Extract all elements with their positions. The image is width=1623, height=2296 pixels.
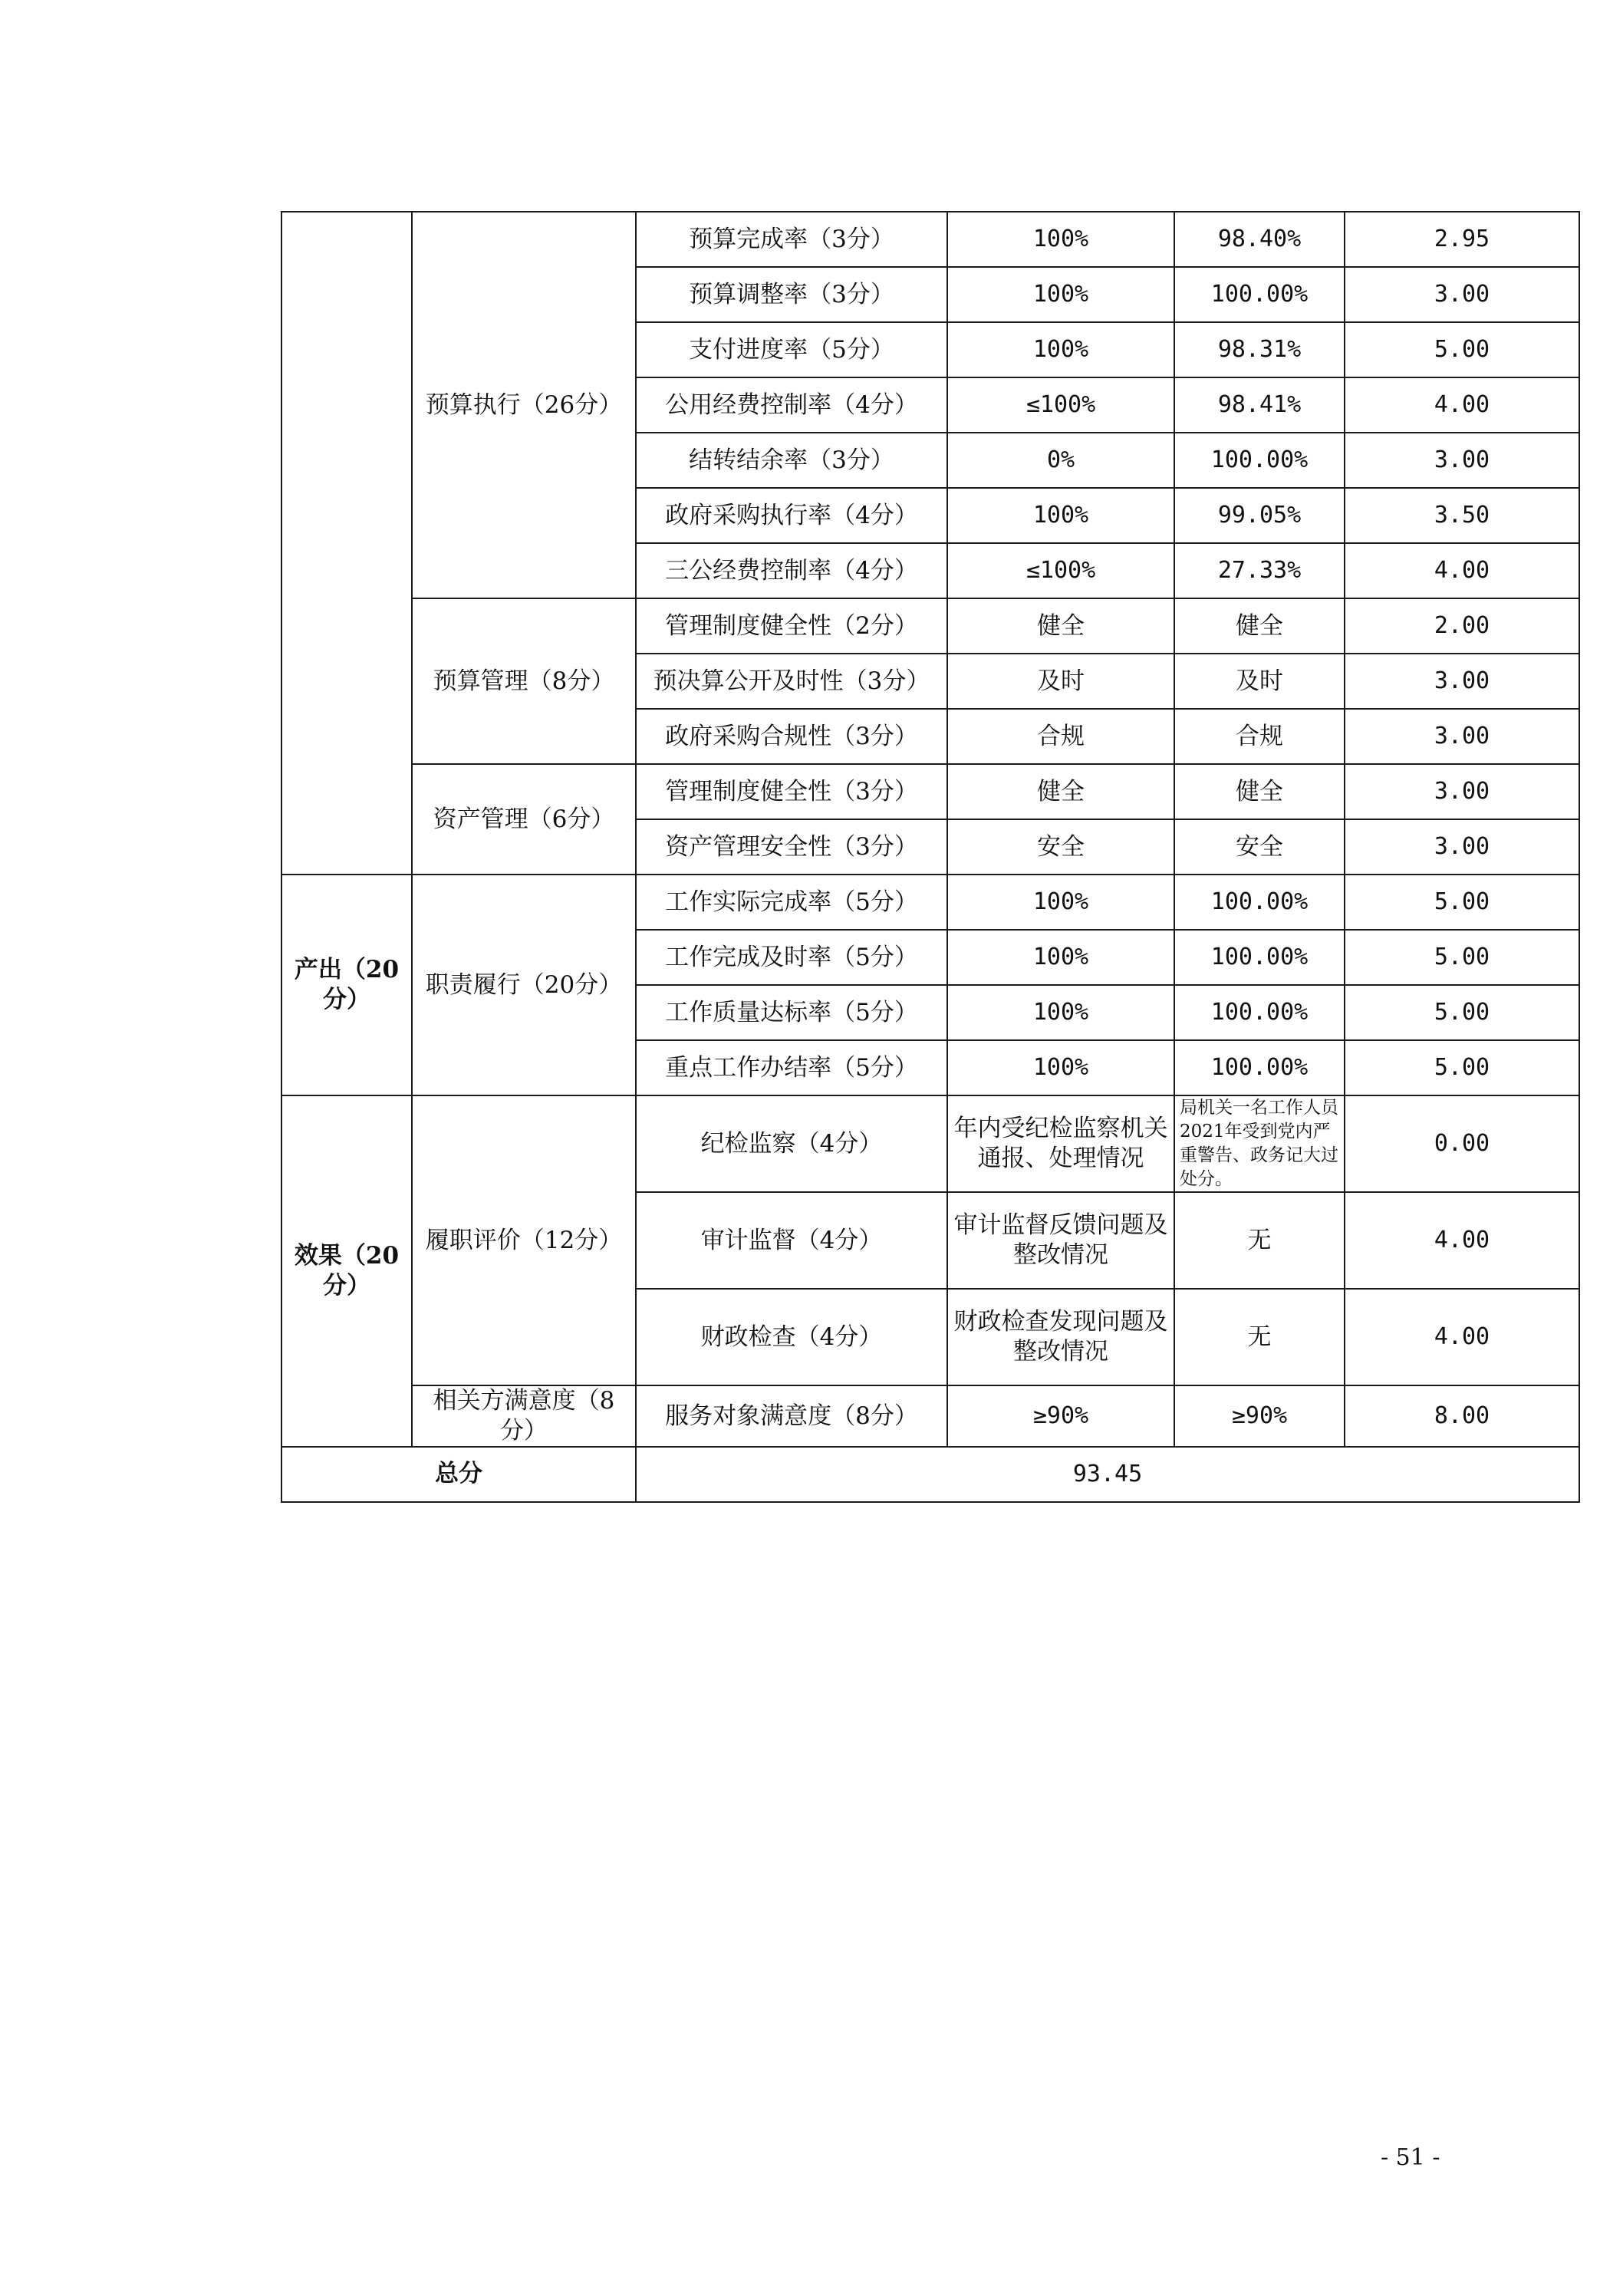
target-cell: 合规 [947, 709, 1174, 764]
score-cell: 5.00 [1345, 985, 1579, 1040]
score-cell: 5.00 [1345, 875, 1579, 930]
score-cell: 8.00 [1345, 1385, 1579, 1447]
indicator-cell: 工作实际完成率（5分） [636, 875, 947, 930]
indicator-cell: 预决算公开及时性（3分） [636, 654, 947, 709]
score-cell: 3.00 [1345, 654, 1579, 709]
actual-cell: 98.40% [1174, 212, 1345, 267]
actual-cell: 及时 [1174, 654, 1345, 709]
target-cell: ≥90% [947, 1385, 1174, 1447]
total-label: 总分 [281, 1447, 636, 1502]
target-cell: 100% [947, 212, 1174, 267]
indicator-cell: 工作完成及时率（5分） [636, 930, 947, 985]
target-cell: 100% [947, 875, 1174, 930]
target-cell: ≤100% [947, 543, 1174, 598]
score-cell: 5.00 [1345, 930, 1579, 985]
indicator-cell: 资产管理安全性（3分） [636, 819, 947, 875]
page-number: - 51 - [1381, 2144, 1440, 2171]
indicator-cell: 管理制度健全性（2分） [636, 598, 947, 654]
score-cell: 4.00 [1345, 1192, 1579, 1289]
level2-cell: 资产管理（6分） [412, 764, 636, 875]
actual-cell: 健全 [1174, 598, 1345, 654]
indicator-cell: 管理制度健全性（3分） [636, 764, 947, 819]
actual-cell: 100.00% [1174, 985, 1345, 1040]
actual-cell: ≥90% [1174, 1385, 1345, 1447]
indicator-cell: 支付进度率（5分） [636, 322, 947, 377]
target-cell: 健全 [947, 598, 1174, 654]
level2-cell: 预算执行（26分） [412, 212, 636, 598]
indicator-cell: 结转结余率（3分） [636, 433, 947, 488]
actual-cell: 合规 [1174, 709, 1345, 764]
target-cell: 及时 [947, 654, 1174, 709]
table-row [281, 764, 1579, 819]
score-cell: 3.00 [1345, 267, 1579, 322]
total-value: 93.45 [636, 1447, 1579, 1502]
score-cell: 3.50 [1345, 488, 1579, 543]
actual-cell: 无 [1174, 1192, 1345, 1289]
actual-cell: 99.05% [1174, 488, 1345, 543]
indicator-cell: 服务对象满意度（8分） [636, 1385, 947, 1447]
level2-cell: 履职评价（12分） [412, 1095, 636, 1385]
score-cell: 4.00 [1345, 1289, 1579, 1385]
target-cell: 审计监督反馈问题及整改情况 [947, 1192, 1174, 1289]
target-cell: 100% [947, 930, 1174, 985]
score-cell: 3.00 [1345, 709, 1579, 764]
score-cell: 3.00 [1345, 764, 1579, 819]
target-cell: 0% [947, 433, 1174, 488]
indicator-cell: 财政检查（4分） [636, 1289, 947, 1385]
indicator-cell: 预算完成率（3分） [636, 212, 947, 267]
actual-cell: 98.31% [1174, 322, 1345, 377]
target-cell: 财政检查发现问题及整改情况 [947, 1289, 1174, 1385]
score-cell: 5.00 [1345, 322, 1579, 377]
table-row [281, 875, 1579, 930]
actual-cell: 100.00% [1174, 875, 1345, 930]
actual-cell: 局机关一名工作人员2021年受到党内严重警告、政务记大过处分。 [1174, 1095, 1345, 1192]
actual-cell: 安全 [1174, 819, 1345, 875]
target-cell: 100% [947, 488, 1174, 543]
indicator-cell: 政府采购合规性（3分） [636, 709, 947, 764]
actual-cell: 健全 [1174, 764, 1345, 819]
indicator-cell: 重点工作办结率（5分） [636, 1040, 947, 1095]
score-cell: 4.00 [1345, 543, 1579, 598]
score-cell: 3.00 [1345, 819, 1579, 875]
total-row [281, 1447, 1579, 1502]
table-row [281, 1095, 1579, 1192]
target-cell: 安全 [947, 819, 1174, 875]
table-row [281, 1385, 1579, 1447]
actual-cell: 98.41% [1174, 377, 1345, 433]
target-cell: 100% [947, 985, 1174, 1040]
score-cell: 5.00 [1345, 1040, 1579, 1095]
actual-cell: 100.00% [1174, 930, 1345, 985]
actual-cell: 27.33% [1174, 543, 1345, 598]
level1-cell-output: 产出（20分） [281, 875, 412, 1095]
table-row [281, 212, 1579, 267]
score-cell: 2.00 [1345, 598, 1579, 654]
level2-cell: 职责履行（20分） [412, 875, 636, 1095]
score-cell: 3.00 [1345, 433, 1579, 488]
actual-cell: 100.00% [1174, 1040, 1345, 1095]
indicator-cell: 公用经费控制率（4分） [636, 377, 947, 433]
level1-cell-effect: 效果（20分） [281, 1095, 412, 1447]
actual-cell: 100.00% [1174, 433, 1345, 488]
indicator-cell: 纪检监察（4分） [636, 1095, 947, 1192]
target-cell: 100% [947, 1040, 1174, 1095]
target-cell: ≤100% [947, 377, 1174, 433]
indicator-cell: 审计监督（4分） [636, 1192, 947, 1289]
target-cell: 100% [947, 322, 1174, 377]
indicator-cell: 工作质量达标率（5分） [636, 985, 947, 1040]
indicator-cell: 预算调整率（3分） [636, 267, 947, 322]
actual-cell: 100.00% [1174, 267, 1345, 322]
target-cell: 100% [947, 267, 1174, 322]
level2-cell: 相关方满意度（8分） [412, 1385, 636, 1447]
actual-cell: 无 [1174, 1289, 1345, 1385]
performance-score-table [281, 211, 1580, 1503]
level2-cell: 预算管理（8分） [412, 598, 636, 764]
indicator-cell: 三公经费控制率（4分） [636, 543, 947, 598]
level1-cell-empty [281, 212, 412, 875]
score-cell: 0.00 [1345, 1095, 1579, 1192]
table-row [281, 598, 1579, 654]
score-cell: 4.00 [1345, 377, 1579, 433]
score-cell: 2.95 [1345, 212, 1579, 267]
target-cell: 年内受纪检监察机关通报、处理情况 [947, 1095, 1174, 1192]
indicator-cell: 政府采购执行率（4分） [636, 488, 947, 543]
target-cell: 健全 [947, 764, 1174, 819]
